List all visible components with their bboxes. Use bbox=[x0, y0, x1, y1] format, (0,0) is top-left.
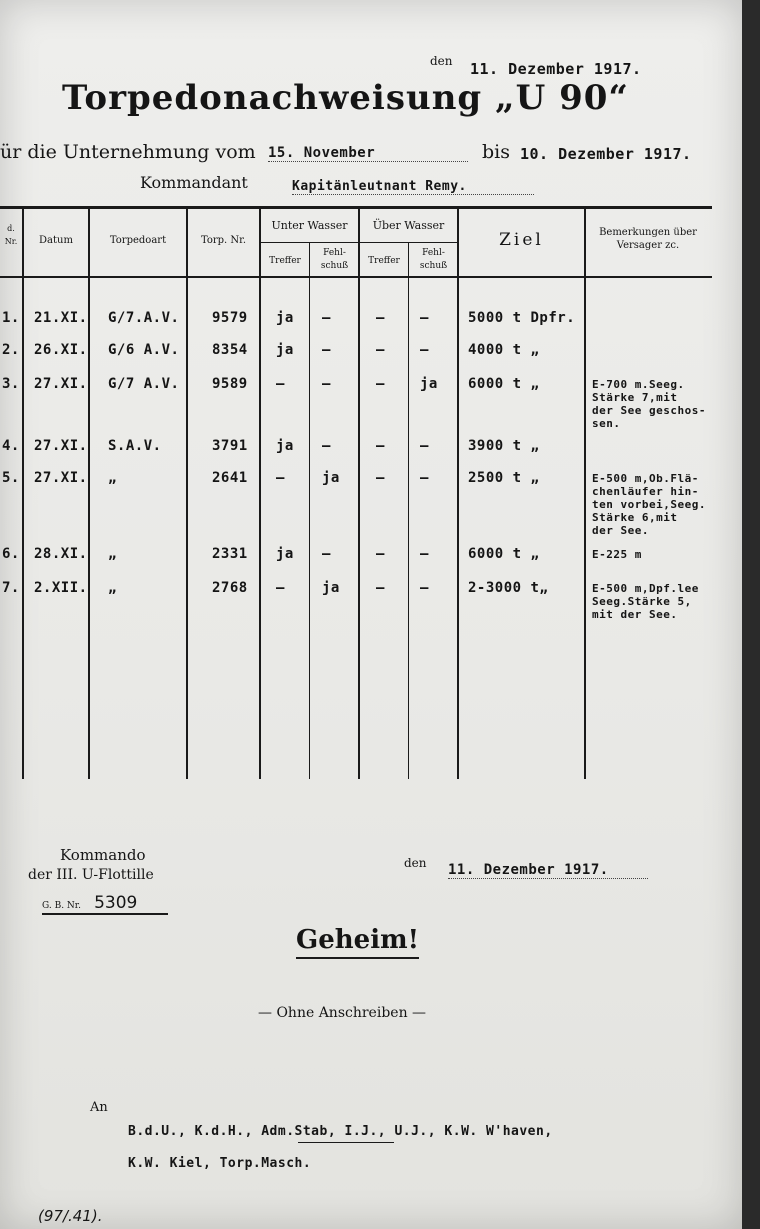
cell-ow-t: — bbox=[376, 580, 385, 596]
col-divider bbox=[259, 207, 261, 779]
cell-uw-f: ja bbox=[322, 470, 340, 486]
cell-ow-f: — bbox=[420, 310, 429, 326]
col-divider bbox=[22, 207, 24, 779]
cell-ziel: 2-3000 t„ bbox=[468, 580, 549, 596]
cell-ow-f: ja bbox=[420, 376, 438, 392]
cell-ow-t: — bbox=[376, 310, 385, 326]
cell-datum: 27.XI. bbox=[34, 470, 88, 486]
cell-ziel: 6000 t „ bbox=[468, 376, 540, 392]
period-mid: bis bbox=[482, 141, 510, 163]
recipients-label: An bbox=[90, 1100, 108, 1115]
footer-date: 11. Dezember 1917. bbox=[448, 862, 648, 879]
commander-label: Kommandant bbox=[140, 173, 248, 192]
gb-number: 5309 bbox=[94, 893, 138, 913]
col-divider bbox=[88, 207, 90, 779]
col-divider bbox=[309, 243, 310, 779]
cell-datum: 27.XI. bbox=[34, 438, 88, 454]
col-divider bbox=[457, 207, 459, 779]
cell-uw-f: ja bbox=[322, 580, 340, 596]
cell-ziel: 4000 t „ bbox=[468, 342, 540, 358]
table-top-border bbox=[0, 206, 712, 209]
header-treffer-uw: Treffer bbox=[269, 256, 301, 266]
recipients-line1: B.d.U., K.d.H., Adm.Stab, I.J., U.J., K.W. W'haven, bbox=[128, 1124, 553, 1139]
cell-torp: 9589 bbox=[212, 376, 248, 392]
cell-datum: 28.XI. bbox=[34, 546, 88, 562]
cell-datum: 26.XI. bbox=[34, 342, 88, 358]
cell-art: S.A.V. bbox=[108, 438, 162, 454]
cell-uw-t: — bbox=[276, 580, 285, 596]
cell-torp: 8354 bbox=[212, 342, 248, 358]
header-torp-nr: Torp. Nr. bbox=[200, 235, 247, 246]
header-unter-wasser: Unter Wasser bbox=[271, 219, 348, 232]
header-bemerkungen: Bemerkungen über Versager zc. bbox=[599, 227, 697, 251]
corner-handwritten-note: (97/.41). bbox=[38, 1207, 103, 1225]
cell-art: „ bbox=[108, 470, 117, 486]
cell-datum: 21.XI. bbox=[34, 310, 88, 326]
cell-nr: 6. bbox=[2, 546, 20, 562]
cell-nr: 2. bbox=[2, 342, 20, 358]
col-divider bbox=[358, 207, 360, 779]
cell-uw-f: — bbox=[322, 342, 331, 358]
cell-torp: 2641 bbox=[212, 470, 248, 486]
command-line2: der III. U-Flottille bbox=[28, 867, 154, 883]
col-divider bbox=[584, 207, 586, 779]
cell-ziel: 6000 t „ bbox=[468, 546, 540, 562]
cell-nr: 1. bbox=[2, 310, 20, 326]
cell-uw-t: ja bbox=[276, 438, 294, 454]
cell-nr: 5. bbox=[2, 470, 20, 486]
cell-torp: 9579 bbox=[212, 310, 248, 326]
document-title: Torpedonachweisung „U 90“ bbox=[62, 78, 629, 118]
header-datum: Datum bbox=[39, 235, 73, 246]
header-fehlschuss-uw: Fehl-schuß bbox=[320, 248, 349, 271]
cell-ziel: 5000 t Dpfr. bbox=[468, 310, 576, 326]
cell-bemerkungen: E-225 m bbox=[592, 548, 642, 561]
header-nr: d. Nr. bbox=[4, 224, 18, 246]
cell-bemerkungen: E-700 m.Seeg. Stärke 7,mit der See geschos- sen. bbox=[592, 378, 706, 430]
period-prefix: ür die Unternehmung vom bbox=[0, 141, 256, 163]
cell-uw-t: ja bbox=[276, 342, 294, 358]
cell-ow-f: — bbox=[420, 342, 429, 358]
cell-torp: 2768 bbox=[212, 580, 248, 596]
header-fehlschuss-ow: Fehl-schuß bbox=[419, 248, 448, 271]
cell-torp: 3791 bbox=[212, 438, 248, 454]
cell-nr: 4. bbox=[2, 438, 20, 454]
header-date: 11. Dezember 1917. bbox=[470, 60, 642, 78]
header-date-prefix: den bbox=[430, 54, 453, 68]
cell-ziel: 2500 t „ bbox=[468, 470, 540, 486]
col-divider bbox=[408, 243, 409, 779]
cell-ow-f: — bbox=[420, 580, 429, 596]
cell-bemerkungen: E-500 m,Dpf.lee Seeg.Stärke 5, mit der See. bbox=[592, 582, 699, 621]
cell-ow-t: — bbox=[376, 438, 385, 454]
cell-bemerkungen: E-500 m,Ob.Flä- chenläufer hin- ten vorbei,Seeg. Stärke 6,mit der See. bbox=[592, 472, 706, 537]
table-header-border bbox=[0, 276, 712, 278]
period-from: 15. November bbox=[268, 145, 468, 162]
cell-ziel: 3900 t „ bbox=[468, 438, 540, 454]
gb-number-line bbox=[42, 893, 168, 915]
gb-label: G. B. Nr. bbox=[42, 901, 81, 911]
cell-uw-t: ja bbox=[276, 310, 294, 326]
cell-uw-f: — bbox=[322, 376, 331, 392]
cell-art: „ bbox=[108, 580, 117, 596]
recipients-line2: K.W. Kiel, Torp.Masch. bbox=[128, 1156, 312, 1171]
footer-date-prefix: den bbox=[404, 856, 427, 870]
cell-ow-t: — bbox=[376, 376, 385, 392]
col-divider bbox=[186, 207, 188, 779]
header-ueber-wasser: Über Wasser bbox=[372, 219, 445, 232]
header-torpedoart: Torpedoart bbox=[109, 235, 167, 246]
cell-ow-f: — bbox=[420, 470, 429, 486]
cell-datum: 27.XI. bbox=[34, 376, 88, 392]
cell-uw-t: — bbox=[276, 470, 285, 486]
cell-ow-t: — bbox=[376, 342, 385, 358]
cell-art: G/7.A.V. bbox=[108, 310, 180, 326]
no-cover-note: — Ohne Anschreiben — bbox=[258, 1005, 427, 1021]
cell-uw-f: — bbox=[322, 438, 331, 454]
cell-art: G/6 A.V. bbox=[108, 342, 180, 358]
cell-ow-f: — bbox=[420, 546, 429, 562]
cell-art: G/7 A.V. bbox=[108, 376, 180, 392]
cell-uw-t: — bbox=[276, 376, 285, 392]
command-line1: Kommando bbox=[60, 846, 146, 864]
commander-name: Kapitänleutnant Remy. bbox=[292, 179, 534, 195]
period-to: 10. Dezember 1917. bbox=[520, 145, 692, 163]
cell-ow-f: — bbox=[420, 438, 429, 454]
secret-stamp: Geheim! bbox=[296, 925, 419, 959]
cell-art: „ bbox=[108, 546, 117, 562]
cell-nr: 3. bbox=[2, 376, 20, 392]
cell-torp: 2331 bbox=[212, 546, 248, 562]
cell-ow-t: — bbox=[376, 470, 385, 486]
cell-uw-t: ja bbox=[276, 546, 294, 562]
cell-datum: 2.XII. bbox=[34, 580, 88, 596]
cell-nr: 7. bbox=[2, 580, 20, 596]
header-treffer-ow: Treffer bbox=[368, 256, 400, 266]
cell-ow-t: — bbox=[376, 546, 385, 562]
recipient-underline bbox=[298, 1142, 394, 1143]
cell-uw-f: — bbox=[322, 310, 331, 326]
cell-uw-f: — bbox=[322, 546, 331, 562]
header-ziel: Ziel bbox=[499, 230, 544, 250]
